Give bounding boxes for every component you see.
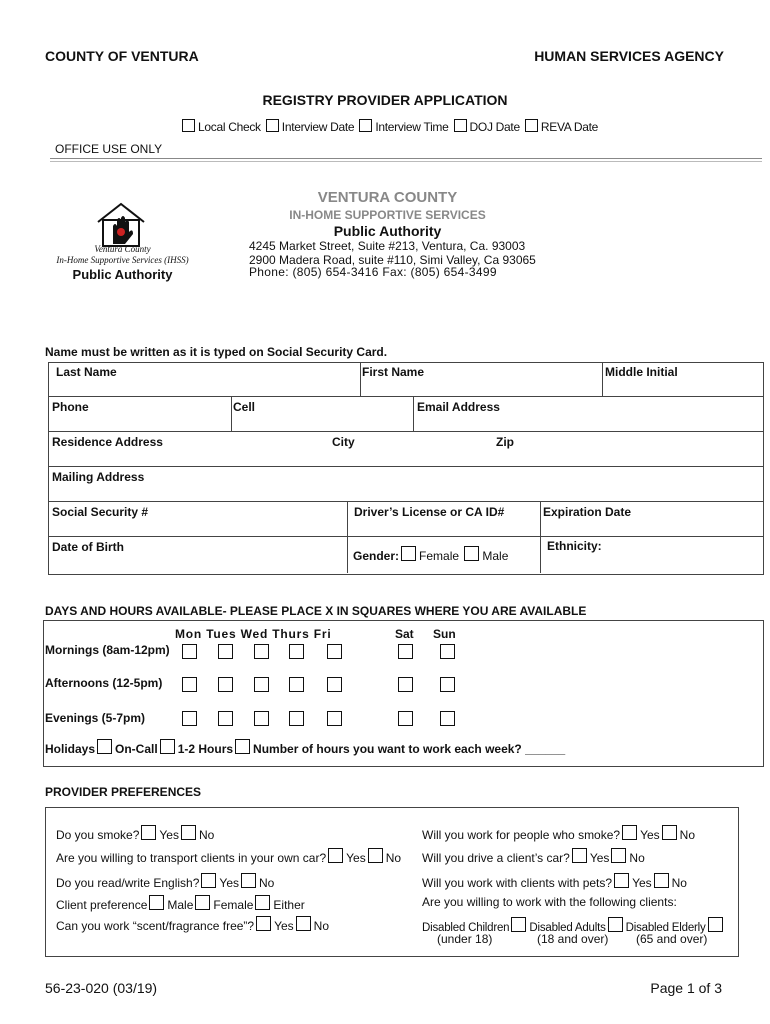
children-age: (under 18) (437, 932, 493, 946)
grid-line (602, 363, 603, 396)
grid-line (540, 502, 541, 573)
agency-name: VENTURA COUNTY (317, 189, 458, 206)
evenings-mon-checkbox[interactable] (182, 711, 197, 726)
mornings-label: Mornings (8am-12pm) (45, 643, 170, 657)
no-label: No (629, 851, 645, 865)
interview-time-label: Interview Time (375, 120, 449, 134)
mornings-fri-checkbox[interactable] (327, 644, 342, 659)
name-note: Name must be written as it is typed on Social Security Card. (45, 345, 388, 359)
no-label: No (671, 876, 687, 890)
mornings-sun-checkbox[interactable] (440, 644, 455, 659)
logo-line3: Public Authority (72, 267, 173, 282)
evenings-sat-checkbox[interactable] (398, 711, 413, 726)
city-field[interactable]: City (332, 435, 355, 449)
page-number: Page 1 of 3 (650, 980, 722, 996)
office-use-only: OFFICE USE ONLY (55, 142, 163, 156)
yes-label: Yes (589, 851, 610, 865)
ethnicity-field[interactable]: Ethnicity: (547, 539, 602, 553)
zip-field[interactable]: Zip (496, 435, 514, 449)
mornings-wed-checkbox[interactable] (254, 644, 269, 659)
pref-either-checkbox[interactable] (255, 895, 270, 910)
interview-date-checkbox[interactable] (266, 119, 279, 132)
weekday-headers: Mon Tues Wed Thurs Fri (175, 627, 332, 641)
afternoons-fri-checkbox[interactable] (327, 677, 342, 692)
mornings-tue-checkbox[interactable] (218, 644, 233, 659)
english-yes-checkbox[interactable] (201, 873, 216, 888)
english-label: Do you read/write English? (56, 876, 200, 890)
agency-sub: IN-HOME SUPPORTIVE SERVICES (289, 208, 486, 222)
children-label: Disabled Children (422, 922, 510, 934)
yes-label: Yes (219, 876, 239, 890)
pref-male-checkbox[interactable] (149, 895, 164, 910)
drive-question (422, 848, 645, 865)
cell-field[interactable]: Cell (233, 400, 256, 414)
gender-group (353, 546, 508, 563)
afternoons-sun-checkbox[interactable] (440, 677, 455, 692)
female-label: Female (419, 549, 460, 563)
scent-no-checkbox[interactable] (296, 916, 311, 931)
doj-date-label: DOJ Date (469, 120, 520, 134)
male-label: Male (482, 549, 509, 563)
smoke-label: Do you smoke? (56, 828, 140, 842)
middle-initial-field[interactable]: Middle Initial (605, 365, 678, 379)
pets-no-checkbox[interactable] (654, 873, 669, 888)
holidays-row (45, 739, 565, 756)
female-checkbox[interactable] (401, 546, 416, 561)
county-header: COUNTY OF VENTURA (45, 48, 199, 64)
last-name-field[interactable]: Last Name (56, 365, 117, 379)
evenings-label: Evenings (5-7pm) (45, 711, 146, 725)
doj-date-checkbox[interactable] (454, 119, 467, 132)
pets-label: Will you work with clients with pets? (422, 876, 613, 890)
personal-info-grid (48, 362, 764, 575)
dl-field[interactable]: Driver’s License or CA ID# (354, 505, 505, 519)
grid-line (413, 397, 414, 431)
no-label: No (385, 851, 402, 865)
hours12-checkbox[interactable] (235, 739, 250, 754)
drive-yes-checkbox[interactable] (572, 848, 587, 863)
no-label: No (259, 876, 275, 890)
mornings-thu-checkbox[interactable] (289, 644, 304, 659)
agency-addr2: 2900 Madera Road, suite #110, Simi Valley, Ca 93065 (249, 253, 536, 267)
mornings-mon-checkbox[interactable] (182, 644, 197, 659)
elderly-age: (65 and over) (636, 932, 708, 946)
logo-line2: In-Home Supportive Services (IHSS) (56, 255, 189, 265)
grid-line (48, 536, 763, 537)
evenings-thu-checkbox[interactable] (289, 711, 304, 726)
either-label: Either (273, 898, 305, 912)
reva-date-checkbox[interactable] (525, 119, 538, 132)
afternoons-sat-checkbox[interactable] (398, 677, 413, 692)
no-label: No (679, 828, 696, 842)
pref-female-checkbox[interactable] (195, 895, 210, 910)
oncall-checkbox[interactable] (160, 739, 175, 754)
transport-label: Are you willing to transport clients in your own car? (56, 851, 327, 865)
adults-age: (18 and over) (537, 932, 609, 946)
no-label: No (313, 919, 330, 933)
oncall-label: On-Call (115, 742, 158, 756)
yes-label: Yes (640, 828, 660, 842)
afternoons-thu-checkbox[interactable] (289, 677, 304, 692)
house-hand-icon (55, 200, 190, 250)
male-label: Male (167, 898, 194, 912)
afternoons-tue-checkbox[interactable] (218, 677, 233, 692)
local-check-label: Local Check (198, 120, 261, 134)
first-name-field[interactable]: First Name (362, 365, 425, 379)
holidays-label: Holidays (45, 742, 96, 756)
scent-label: Can you work “scent/fragrance free”? (56, 919, 255, 933)
availability-title: DAYS AND HOURS AVAILABLE- PLEASE PLACE X IN SQUARES WHERE YOU ARE AVAILABLE (45, 604, 587, 618)
agency-pa: Public Authority (333, 223, 442, 239)
elderly-checkbox[interactable] (708, 917, 723, 932)
afternoons-wed-checkbox[interactable] (254, 677, 269, 692)
adults-checkbox[interactable] (608, 917, 623, 932)
transport-yes-checkbox[interactable] (328, 848, 343, 863)
office-checks (180, 119, 598, 134)
ssn-field[interactable]: Social Security # (52, 505, 149, 519)
interview-date-label: Interview Date (281, 120, 355, 134)
reva-date-label: REVA Date (540, 120, 598, 134)
smoke-yes-checkbox[interactable] (141, 825, 156, 840)
dob-field[interactable]: Date of Birth (52, 540, 124, 554)
phone-field[interactable]: Phone (52, 400, 89, 414)
english-no-checkbox[interactable] (241, 873, 256, 888)
no-label: No (198, 828, 215, 842)
agency-phone: Phone: (805) 654-3416 Fax: (805) 654-3499 (249, 265, 497, 279)
pets-yes-checkbox[interactable] (614, 873, 629, 888)
scent-yes-checkbox[interactable] (256, 916, 271, 931)
hours12-label: 1-2 Hours (177, 742, 234, 756)
local-check-checkbox[interactable] (182, 119, 195, 132)
evenings-fri-checkbox[interactable] (327, 711, 342, 726)
female-label: Female (213, 898, 254, 912)
yes-label: Yes (632, 876, 652, 890)
preferences-title: PROVIDER PREFERENCES (45, 785, 202, 799)
holidays-checkbox[interactable] (97, 739, 112, 754)
drive-label: Will you drive a client’s car? (422, 851, 570, 865)
header-divider (50, 158, 762, 162)
grid-line (231, 397, 232, 431)
transport-question (56, 848, 401, 865)
following-clients-label: Are you willing to work with the following clients: (422, 895, 677, 909)
yes-label: Yes (346, 851, 366, 865)
afternoons-label: Afternoons (12-5pm) (45, 676, 163, 690)
gender-label: Gender: (353, 549, 400, 563)
sat-header: Sat (395, 627, 414, 641)
english-question (56, 873, 274, 890)
yes-label: Yes (159, 828, 179, 842)
form-title: REGISTRY PROVIDER APPLICATION (262, 92, 508, 108)
smokers-label: Will you work for people who smoke? (422, 828, 621, 842)
transport-no-checkbox[interactable] (368, 848, 383, 863)
smokers-no-checkbox[interactable] (662, 825, 677, 840)
client-pref-question (56, 895, 305, 912)
smoke-question (56, 825, 214, 842)
form-number: 56-23-020 (03/19) (45, 980, 158, 996)
grid-line (347, 502, 348, 573)
expiration-field[interactable]: Expiration Date (543, 505, 632, 519)
evenings-wed-checkbox[interactable] (254, 711, 269, 726)
interview-time-checkbox[interactable] (359, 119, 372, 132)
grid-line (48, 466, 763, 467)
email-field[interactable]: Email Address (417, 400, 500, 414)
agency-header: HUMAN SERVICES AGENCY (534, 48, 724, 64)
smokers-question (422, 825, 695, 842)
mailing-field[interactable]: Mailing Address (52, 470, 145, 484)
grid-line (48, 396, 763, 397)
adults-label: Disabled Adults (529, 922, 606, 934)
agency-addr1: 4245 Market Street, Suite #213, Ventura, Ca. 93003 (249, 239, 526, 253)
male-checkbox[interactable] (464, 546, 479, 561)
grid-line (48, 501, 763, 502)
pets-question (422, 873, 687, 890)
sun-header: Sun (433, 627, 456, 641)
residence-field[interactable]: Residence Address (52, 435, 163, 449)
client-pref-label: Client preference (56, 898, 148, 912)
smokers-yes-checkbox[interactable] (622, 825, 637, 840)
yes-label: Yes (274, 919, 294, 933)
mornings-sat-checkbox[interactable] (398, 644, 413, 659)
evenings-sun-checkbox[interactable] (440, 711, 455, 726)
drive-no-checkbox[interactable] (611, 848, 626, 863)
logo-line1: Ventura County (94, 244, 151, 254)
evenings-tue-checkbox[interactable] (218, 711, 233, 726)
children-checkbox[interactable] (511, 917, 526, 932)
afternoons-mon-checkbox[interactable] (182, 677, 197, 692)
elderly-label: Disabled Elderly (625, 922, 706, 934)
scent-question (56, 916, 329, 933)
grid-line (48, 431, 763, 432)
public-authority-logo (55, 200, 190, 290)
hours-question[interactable]: Number of hours you want to work each week? ______ (253, 742, 566, 756)
grid-line (360, 363, 361, 396)
smoke-no-checkbox[interactable] (181, 825, 196, 840)
